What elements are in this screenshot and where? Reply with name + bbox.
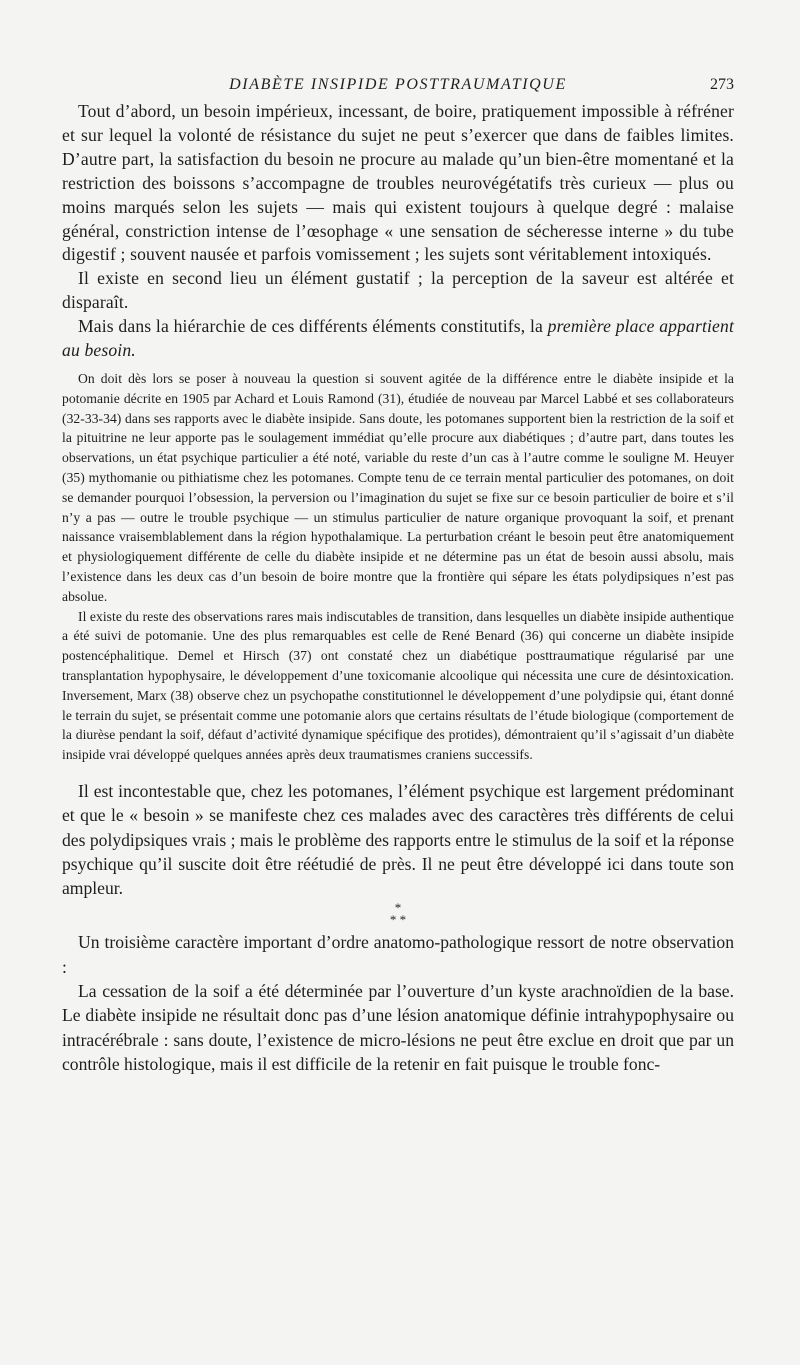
paragraph: [62, 315, 734, 363]
running-title: DIABÈTE INSIPIDE POSTTRAUMATIQUE: [229, 76, 567, 93]
asterism-divider: [62, 902, 734, 926]
paragraph: Il existe en second lieu un élément gustatif ; la perception de la saveur est altérée et disparaît.: [62, 268, 734, 313]
section-conclusion: [62, 779, 734, 900]
paragraph: Tout d’abord, un besoin impérieux, incessant, de boire, pratiquement impossible à réfréner et sur lequel la volonté de résistance du sujet ne peut s’exercer que dans de faibles limites. D’autre part, la satisfaction du besoin ne procure au malade qu’un bien-être momentané et la restriction des boissons s’accompagne de troubles neurovégétatifs très curieux — plus ou moins marqués selon les sujets — mais qui existent toujours à quelque degré : malaise général, constriction intense de l’œsophage « une sensation de sécheresse interne » du tube digestif ; souvent nausée et parfois vomissement ; les sujets sont véritablement intoxiqués.: [62, 101, 734, 265]
section-pathology: [62, 930, 734, 1076]
section-symptoms: [62, 100, 734, 363]
running-head: [62, 76, 734, 98]
small-paragraph: On doit dès lors se poser à nouveau la question si souvent agitée de la différence entre le diabète insipide et la potomanie décrite en 1905 par Achard et Louis Ramond (31), étudiée de nouveau par Marcel Labbé et ses collaborateurs (32-33-34) dans ses rapports avec le diabète insipide. Sans doute, les potomanes supportent bien la restriction de la soif et la pituitrine ne leur apporte pas le soulagement immédiat qu’elle procure aux diabétiques ; d’autre part, dans toutes les observations, un état psychique particulier a été noté, variable du reste d’un cas à l’autre comme le souligne M. Heuyer (35) mythomanie ou pithiatisme chez les potomanes. Compte tenu de ce terrain mental particulier des potomanes, on doit se demander pourquoi l’obsession, la perversion ou l’imagination du sujet se fixe sur ce besoin particulier de boire et s’il n’y a pas — outre le trouble psychique — un stimulus particulier de nature organique provoquant la soif, et prenant naissance vraisemblablement dans la région hypothalamique. La perturbation créant le besoin peut être anatomiquement et physiologiquement différente de celle du diabète insipide et ne détermine pas un état de besoin aussi absolu, mais l’existence dans les deux cas d’un besoin de boire montre que la frontière qui sépare les états polydipsiques n’est pas absolue.: [62, 370, 734, 604]
small-paragraph: Il existe du reste des observations rares mais indiscutables de transition, dans lesquelles un diabète insipide authentique a été suivi de potomanie. Une des plus remarquables est celle de René Benard (36) qui concerne un diabète insipide postencéphalitique. Demel et Hirsch (37) ont constaté chez un diabétique posttraumatique régularisé par une transplantation hypophysaire, le développement d’une toxicomanie alcoolique qui nécessita une cure de désintoxication. Inversement, Marx (38) observe chez un psychopathe constitutionnel le développement d’une polydipsie qui, étant donné le terrain du sujet, se présentait comme une potomanie alors que certains résultats de l’étude biologique (comportement de la diurèse pendant la soif, défaut d’activité dynamique spécifique des protides), démontraient qu’il s’agissait d’un diabète insipide vrai développé quelques années après deux traumatismes craniens successifs.: [62, 608, 734, 763]
paragraph-text: Mais dans la hiérarchie de ces différents éléments constitutifs, la: [78, 316, 548, 337]
paragraph: La cessation de la soif a été déterminée par l’ouverture d’un kyste arachnoïdien de la base. Le diabète insipide ne résultait donc pas d’une lésion anatomique définie intrahypophysaire ou intracérébrale : sans doute, l’existence de micro-lésions ne peut être exclue en droit que par un contrôle histologique, mais il est difficile de la retenir en fait puisque le trouble fonc-: [62, 980, 734, 1074]
emphasized-text: première place appartient au besoin.: [62, 316, 734, 361]
paragraph: Il est incontestable que, chez les potomanes, l’élément psychique est largement prédominant et que le « besoin » se manifeste chez ces malades avec des caractères très différents de celui des polydipsiques vrais ; mais le problème des rapports entre le stimulus de la soif et la réponse psychique qu’il suscite doit être réétudié de près. Il ne peut être développé ici dans toute son ampleur.: [62, 780, 734, 899]
page-number: 273: [710, 76, 734, 93]
body-text: [62, 100, 734, 1076]
paragraph: Un troisième caractère important d’ordre anatomo-pathologique ressort de notre observation :: [62, 932, 734, 977]
small-print-discussion: [62, 369, 734, 765]
asterism-bottom: * *: [389, 912, 407, 928]
asterism-top: *: [394, 900, 402, 916]
